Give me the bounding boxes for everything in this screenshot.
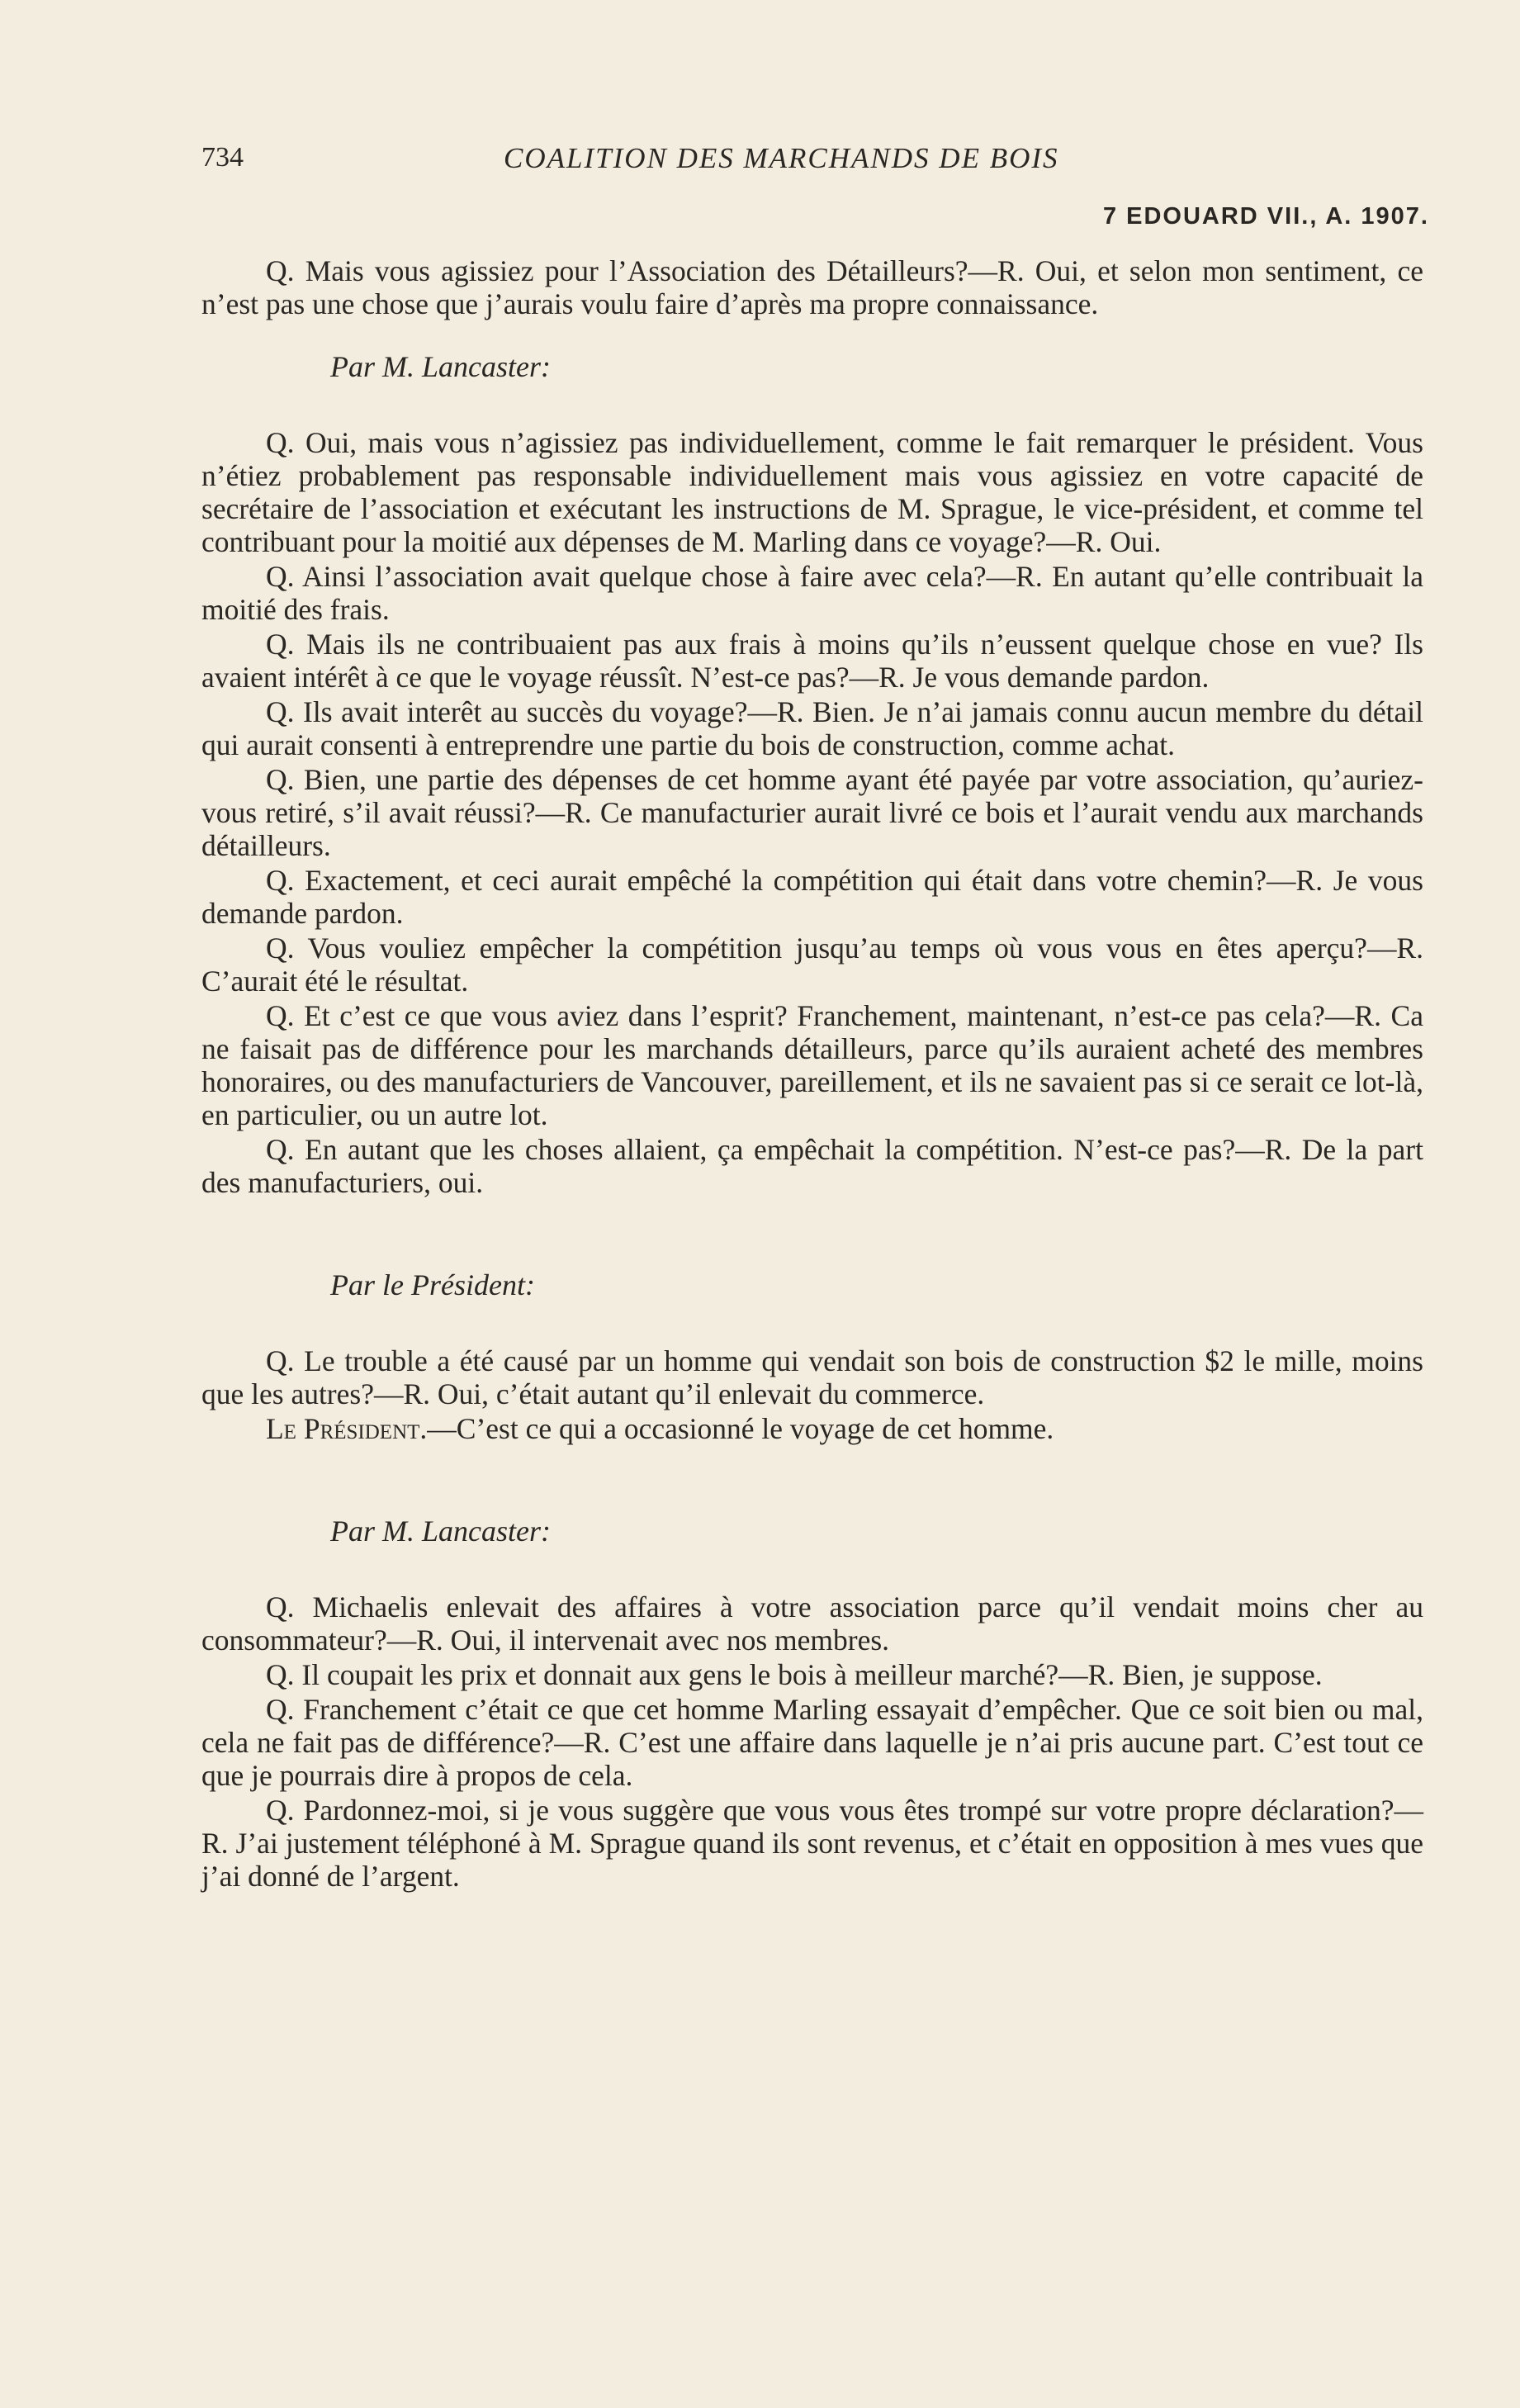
paragraph: Q. Et c’est ce que vous aviez dans l’esprit? Franchement, maintenant, n’est-ce pas cela?—R. Ca ne faisait pas de différence pour les marchands détailleurs, parce qu’ils auraient acheté des membres honoraires, ou des manufacturiers de Vancouver, pareillement, et ils ne savaient pas si ce serait ce lot-là, en particulier, ou un autre lot. [201, 999, 1423, 1131]
paragraph: Q. Franchement c’était ce que cet homme Marling essayait d’empêcher. Que ce soit bien ou mal, cela ne fait pas de différence?—R. C’est une affaire dans laquelle je n’ai pris aucune part. C’est tout ce que je pourrais dire à propos de cela. [201, 1693, 1423, 1792]
page-header [201, 142, 1432, 183]
paragraph: Q. Bien, une partie des dépenses de cet homme ayant été payée par votre association, qu’auriez-vous retiré, s’il avait réussi?—R. Ce manufacturier aurait livré ce bois et l’aurait vendu aux marchands détailleurs. [201, 763, 1423, 862]
speaker-heading: Par M. Lancaster: [330, 350, 551, 383]
page-number: 734 [201, 142, 244, 173]
president-label: Le Président [266, 1412, 420, 1445]
paragraph: Q. Exactement, et ceci aurait empêché la compétition qui était dans votre chemin?—R. Je vous demande pardon. [201, 864, 1423, 930]
paragraph: Q. Vous vouliez empêcher la compétition jusqu’au temps où vous vous en êtes aperçu?—R. C’aurait été le résultat. [201, 931, 1423, 998]
speaker-heading: Par M. Lancaster: [330, 1514, 551, 1548]
paragraph: Q. Michaelis enlevait des affaires à votre association parce qu’il vendait moins cher au consommateur?—R. Oui, il intervenait avec nos membres. [201, 1590, 1423, 1657]
paragraph: Q. En autant que les choses allaient, ça empêchait la compétition. N’est-ce pas?—R. De la part des manufacturiers, oui. [201, 1133, 1423, 1199]
speaker-heading: Par le Président: [330, 1268, 535, 1301]
running-title: COALITION DES MARCHANDS DE BOIS [504, 142, 1059, 174]
paragraph: Q. Mais vous agissiez pour l’Association des Détailleurs?—R. Oui, et selon mon sentiment, ce n’est pas une chose que j’aurais voulu faire d’après ma propre connaissance. [201, 254, 1423, 320]
session-reference: 7 EDOUARD VII., A. 1907. [1102, 203, 1429, 230]
paragraph: Q. Le trouble a été causé par un homme qui vendait son bois de construction $2 le mille, moins que les autres?—R. Oui, c’était autant qu’il enlevait du commerce. [201, 1344, 1423, 1410]
paragraph: Q. Il coupait les prix et donnait aux gens le bois à meilleur marché?—R. Bien, je suppose. [266, 1658, 1323, 1691]
paragraph: Q. Pardonnez-moi, si je vous suggère que vous vous êtes trompé sur votre propre déclaration?—R. J’ai justement téléphoné à M. Sprague quand ils sont revenus, et c’était en opposition à mes vues que j’ai donné de l’argent. [201, 1794, 1423, 1893]
paragraph: Q. Mais ils ne contribuaient pas aux frais à moins qu’ils n’eussent quelque chose en vue? Ils avaient intérêt à ce que le voyage réussît. N’est-ce pas?—R. Je vous demande pardon. [201, 628, 1423, 694]
document-body [201, 254, 1423, 1894]
paragraph: Q. Ainsi l’association avait quelque chose à faire avec cela?—R. En autant qu’elle contribuait la moitié des frais. [201, 560, 1423, 626]
paragraph: Q. Ils avait interêt au succès du voyage?—R. Bien. Je n’ai jamais connu aucun membre du détail qui aurait consenti à entreprendre une partie du bois de construction, comme achat. [201, 695, 1423, 761]
president-statement-text: .—C’est ce qui a occasionné le voyage de cet homme. [419, 1412, 1054, 1445]
paragraph: Q. Oui, mais vous n’agissiez pas individuellement, comme le fait remarquer le président. Vous n’étiez probablement pas responsable individuellement mais vous agissiez en votre capacité de secrétaire de l’association et exécutant les instructions de M. Sprague, le vice-président, et comme tel contribuant pour la moitié aux dépenses de M. Marling dans ce voyage?—R. Oui. [201, 426, 1423, 558]
president-statement [201, 1412, 1423, 1445]
